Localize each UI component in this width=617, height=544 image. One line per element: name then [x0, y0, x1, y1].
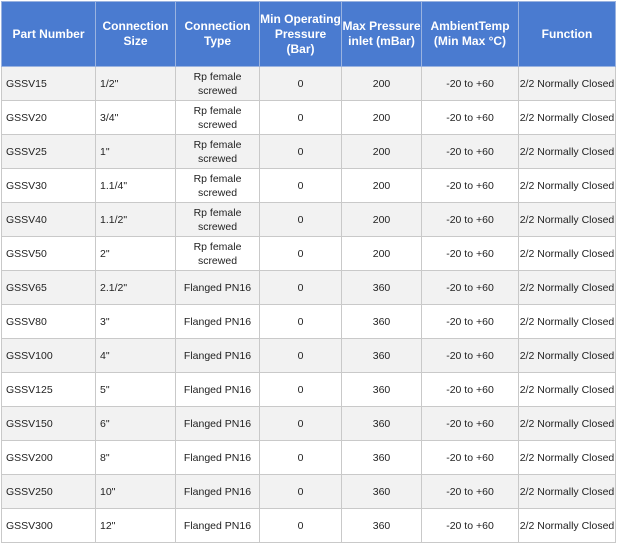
cell-min-operating-pressure: 0: [260, 203, 342, 237]
header-ambient-temp: AmbientTemp (Min Max °C): [422, 2, 519, 67]
cell-min-operating-pressure: 0: [260, 373, 342, 407]
cell-connection-type: Flanged PN16: [176, 407, 260, 441]
cell-max-pressure-inlet: 200: [342, 135, 422, 169]
cell-function: 2/2 Normally Closed: [519, 339, 616, 373]
cell-function: 2/2 Normally Closed: [519, 441, 616, 475]
cell-ambient-temp: -20 to +60: [422, 101, 519, 135]
cell-min-operating-pressure: 0: [260, 441, 342, 475]
cell-function: 2/2 Normally Closed: [519, 305, 616, 339]
cell-part-number: GSSV100: [2, 339, 96, 373]
cell-part-number: GSSV20: [2, 101, 96, 135]
cell-connection-size: 3/4": [96, 101, 176, 135]
header-part-number: Part Number: [2, 2, 96, 67]
cell-connection-type: Flanged PN16: [176, 373, 260, 407]
cell-part-number: GSSV200: [2, 441, 96, 475]
cell-part-number: GSSV250: [2, 475, 96, 509]
header-function: Function: [519, 2, 616, 67]
table-row: [2, 339, 616, 373]
cell-max-pressure-inlet: 360: [342, 441, 422, 475]
header-min-operating-pressure: Min Operating Pressure (Bar): [260, 2, 342, 67]
cell-connection-size: 1.1/2": [96, 203, 176, 237]
cell-ambient-temp: -20 to +60: [422, 67, 519, 101]
cell-part-number: GSSV30: [2, 169, 96, 203]
cell-connection-size: 10": [96, 475, 176, 509]
cell-max-pressure-inlet: 360: [342, 305, 422, 339]
cell-part-number: GSSV300: [2, 509, 96, 543]
cell-min-operating-pressure: 0: [260, 237, 342, 271]
cell-part-number: GSSV65: [2, 271, 96, 305]
cell-min-operating-pressure: 0: [260, 169, 342, 203]
header-max-pressure-inlet: Max Pressure inlet (mBar): [342, 2, 422, 67]
cell-connection-size: 4": [96, 339, 176, 373]
cell-connection-type: Flanged PN16: [176, 441, 260, 475]
cell-function: 2/2 Normally Closed: [519, 407, 616, 441]
cell-connection-type: Flanged PN16: [176, 271, 260, 305]
cell-function: 2/2 Normally Closed: [519, 67, 616, 101]
cell-function: 2/2 Normally Closed: [519, 475, 616, 509]
table-row: [2, 271, 616, 305]
cell-max-pressure-inlet: 200: [342, 169, 422, 203]
cell-part-number: GSSV80: [2, 305, 96, 339]
cell-part-number: GSSV125: [2, 373, 96, 407]
cell-ambient-temp: -20 to +60: [422, 271, 519, 305]
cell-part-number: GSSV40: [2, 203, 96, 237]
cell-function: 2/2 Normally Closed: [519, 135, 616, 169]
cell-function: 2/2 Normally Closed: [519, 373, 616, 407]
cell-min-operating-pressure: 0: [260, 475, 342, 509]
cell-connection-type: Rp female screwed: [176, 237, 260, 271]
cell-min-operating-pressure: 0: [260, 509, 342, 543]
cell-connection-size: 12": [96, 509, 176, 543]
cell-max-pressure-inlet: 200: [342, 237, 422, 271]
cell-connection-type: Flanged PN16: [176, 305, 260, 339]
cell-connection-size: 2": [96, 237, 176, 271]
cell-ambient-temp: -20 to +60: [422, 237, 519, 271]
cell-connection-size: 8": [96, 441, 176, 475]
header-connection-type: Connection Type: [176, 2, 260, 67]
cell-min-operating-pressure: 0: [260, 339, 342, 373]
cell-min-operating-pressure: 0: [260, 305, 342, 339]
table-row: [2, 407, 616, 441]
cell-ambient-temp: -20 to +60: [422, 373, 519, 407]
cell-ambient-temp: -20 to +60: [422, 509, 519, 543]
table-row: [2, 169, 616, 203]
cell-max-pressure-inlet: 360: [342, 475, 422, 509]
cell-connection-type: Flanged PN16: [176, 339, 260, 373]
cell-max-pressure-inlet: 360: [342, 509, 422, 543]
cell-ambient-temp: -20 to +60: [422, 135, 519, 169]
table-row: [2, 373, 616, 407]
table-row: [2, 475, 616, 509]
table-body: [2, 67, 616, 543]
cell-max-pressure-inlet: 200: [342, 101, 422, 135]
cell-connection-size: 1": [96, 135, 176, 169]
cell-function: 2/2 Normally Closed: [519, 237, 616, 271]
cell-connection-type: Rp female screwed: [176, 169, 260, 203]
cell-ambient-temp: -20 to +60: [422, 339, 519, 373]
cell-connection-type: Rp female screwed: [176, 67, 260, 101]
cell-connection-type: Flanged PN16: [176, 509, 260, 543]
cell-ambient-temp: -20 to +60: [422, 407, 519, 441]
cell-min-operating-pressure: 0: [260, 101, 342, 135]
cell-connection-type: Flanged PN16: [176, 475, 260, 509]
table-header-row: [2, 2, 616, 67]
cell-connection-size: 1/2": [96, 67, 176, 101]
cell-min-operating-pressure: 0: [260, 67, 342, 101]
cell-function: 2/2 Normally Closed: [519, 509, 616, 543]
cell-connection-type: Rp female screwed: [176, 203, 260, 237]
cell-function: 2/2 Normally Closed: [519, 203, 616, 237]
table-row: [2, 305, 616, 339]
cell-max-pressure-inlet: 360: [342, 407, 422, 441]
cell-max-pressure-inlet: 360: [342, 271, 422, 305]
cell-part-number: GSSV50: [2, 237, 96, 271]
cell-min-operating-pressure: 0: [260, 271, 342, 305]
cell-function: 2/2 Normally Closed: [519, 101, 616, 135]
cell-connection-type: Rp female screwed: [176, 135, 260, 169]
cell-part-number: GSSV25: [2, 135, 96, 169]
cell-max-pressure-inlet: 360: [342, 373, 422, 407]
cell-min-operating-pressure: 0: [260, 407, 342, 441]
cell-function: 2/2 Normally Closed: [519, 169, 616, 203]
valve-spec-table: [1, 1, 616, 543]
cell-connection-size: 5": [96, 373, 176, 407]
table-row: [2, 67, 616, 101]
cell-function: 2/2 Normally Closed: [519, 271, 616, 305]
header-connection-size: Connection Size: [96, 2, 176, 67]
cell-connection-type: Rp female screwed: [176, 101, 260, 135]
cell-ambient-temp: -20 to +60: [422, 475, 519, 509]
cell-ambient-temp: -20 to +60: [422, 441, 519, 475]
cell-ambient-temp: -20 to +60: [422, 203, 519, 237]
cell-max-pressure-inlet: 200: [342, 67, 422, 101]
cell-ambient-temp: -20 to +60: [422, 305, 519, 339]
cell-max-pressure-inlet: 200: [342, 203, 422, 237]
cell-part-number: GSSV15: [2, 67, 96, 101]
table-row: [2, 101, 616, 135]
cell-ambient-temp: -20 to +60: [422, 169, 519, 203]
table-row: [2, 509, 616, 543]
table-row: [2, 237, 616, 271]
table-row: [2, 441, 616, 475]
cell-min-operating-pressure: 0: [260, 135, 342, 169]
cell-part-number: GSSV150: [2, 407, 96, 441]
table-row: [2, 135, 616, 169]
cell-connection-size: 1.1/4": [96, 169, 176, 203]
cell-max-pressure-inlet: 360: [342, 339, 422, 373]
cell-connection-size: 2.1/2": [96, 271, 176, 305]
table-row: [2, 203, 616, 237]
cell-connection-size: 3": [96, 305, 176, 339]
cell-connection-size: 6": [96, 407, 176, 441]
